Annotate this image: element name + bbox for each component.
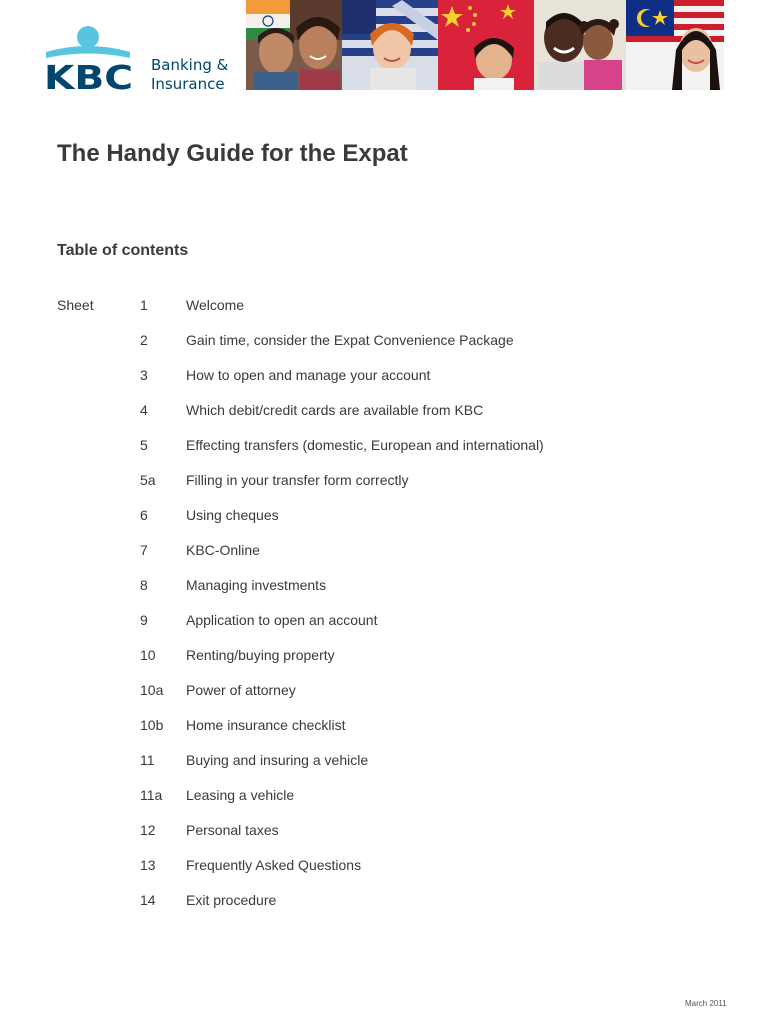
- toc-entry-number: 5a: [140, 472, 156, 488]
- kbc-logo: [40, 22, 240, 102]
- china-flag-child-photo: [438, 0, 534, 90]
- toc-entry-title: Managing investments: [186, 577, 327, 593]
- toc-entry-number: 8: [140, 577, 148, 593]
- india-flag-family-photo: [246, 0, 342, 90]
- toc-entry: [0, 787, 770, 822]
- toc-entry: [0, 577, 770, 612]
- toc-entry-number: 5: [140, 437, 148, 453]
- toc-entry-number: 14: [140, 892, 156, 908]
- svg-text:KBC: KBC: [44, 58, 133, 94]
- malaysia-flag-woman-photo: [626, 0, 724, 90]
- toc-entry-number: 7: [140, 542, 148, 558]
- toc-entry-number: 10: [140, 647, 156, 663]
- tagline-line-1: Banking &: [151, 56, 229, 74]
- toc-entry-title: Leasing a vehicle: [186, 787, 295, 803]
- toc-entry-number: 2: [140, 332, 148, 348]
- toc-entry-title: Which debit/credit cards are available from KBC: [186, 402, 484, 418]
- toc-entry-title: Exit procedure: [186, 892, 277, 908]
- toc-entry-title: Welcome: [186, 297, 245, 313]
- toc-list: [0, 297, 770, 927]
- toc-entry-number: 10b: [140, 717, 164, 733]
- toc-entry: [0, 297, 770, 332]
- toc-entry: [0, 402, 770, 437]
- toc-entry-number: 11: [140, 752, 155, 768]
- toc-entry-title: Application to open an account: [186, 612, 378, 628]
- toc-entry-title: Frequently Asked Questions: [186, 857, 362, 873]
- tagline-line-2: Insurance: [151, 75, 225, 93]
- toc-entry-number: 4: [140, 402, 148, 418]
- toc-entry: [0, 367, 770, 402]
- toc-entry-title: Effecting transfers (domestic, European and international): [186, 437, 544, 453]
- sheet-label: Sheet: [57, 297, 94, 313]
- toc-entry-title: Home insurance checklist: [186, 717, 346, 733]
- header-photo-strip: [246, 0, 724, 90]
- toc-entry-number: 12: [140, 822, 156, 838]
- toc-entry: [0, 892, 770, 927]
- toc-entry-number: 9: [140, 612, 148, 628]
- logo-tagline: [151, 56, 228, 94]
- toc-entry-number: 13: [140, 857, 156, 873]
- toc-entry: [0, 682, 770, 717]
- toc-entry-title: Buying and insuring a vehicle: [186, 752, 369, 768]
- toc-entry-title: Using cheques: [186, 507, 279, 523]
- toc-entry-number: 6: [140, 507, 148, 523]
- toc-entry-title: Personal taxes: [186, 822, 279, 838]
- toc-entry: [0, 752, 770, 787]
- toc-entry-number: 11a: [140, 787, 163, 803]
- toc-heading: Table of contents: [57, 242, 189, 259]
- toc-entry: [0, 472, 770, 507]
- toc-entry-title: Gain time, consider the Expat Convenience Package: [186, 332, 514, 348]
- toc-entry: [0, 647, 770, 682]
- toc-entry-number: 1: [140, 297, 148, 313]
- toc-entry: [0, 332, 770, 367]
- toc-entry: [0, 507, 770, 542]
- toc-entry-title: KBC-Online: [186, 542, 260, 558]
- toc-entry: [0, 822, 770, 857]
- toc-entry: [0, 717, 770, 752]
- toc-entry-number: 10a: [140, 682, 164, 698]
- toc-entry: [0, 542, 770, 577]
- toc-entry-number: 3: [140, 367, 148, 383]
- toc-entry: [0, 857, 770, 892]
- father-daughter-photo: [534, 0, 626, 90]
- toc-entry: [0, 612, 770, 647]
- document-date: March 2011: [685, 999, 727, 1008]
- document-title: The Handy Guide for the Expat: [57, 140, 408, 167]
- toc-entry-title: Renting/buying property: [186, 647, 335, 663]
- toc-entry-title: Power of attorney: [186, 682, 296, 698]
- kbc-logo-mark: [40, 22, 140, 94]
- toc-entry: [0, 437, 770, 472]
- toc-entry-title: How to open and manage your account: [186, 367, 431, 383]
- toc-entry-title: Filling in your transfer form correctly: [186, 472, 409, 488]
- stars-stripes-child-photo: [342, 0, 438, 90]
